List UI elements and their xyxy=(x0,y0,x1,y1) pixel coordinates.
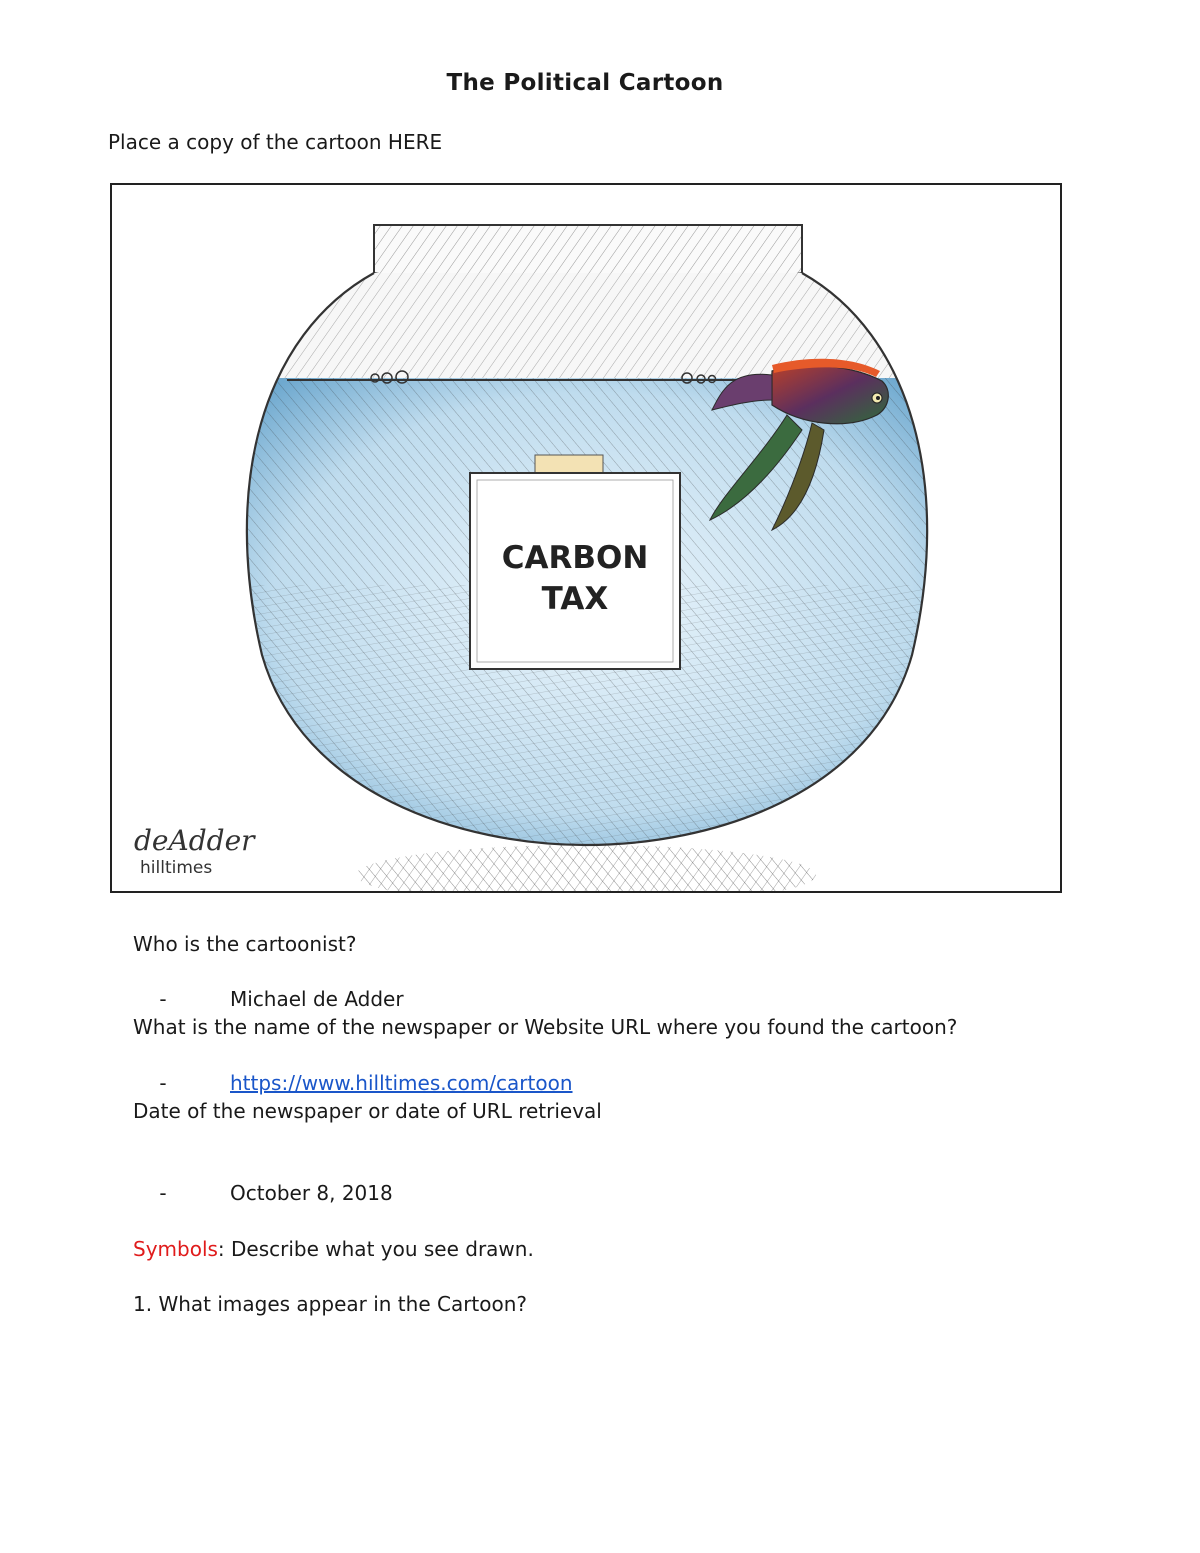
symbols-description: : Describe what you see drawn. xyxy=(217,1237,534,1261)
bullet-dash: - xyxy=(159,1181,167,1205)
sign-line-2: TAX xyxy=(541,581,609,617)
symbols-label: Symbols xyxy=(133,1237,218,1261)
page-title: The Political Cartoon xyxy=(446,70,724,96)
answer-date: October 8, 2018 xyxy=(230,1181,393,1205)
answer-cartoonist: Michael de Adder xyxy=(230,987,404,1011)
sign-line-1: CARBON xyxy=(501,540,649,576)
question-1: 1. What images appear in the Cartoon? xyxy=(133,1292,528,1316)
instruction-text: Place a copy of the cartoon HERE xyxy=(108,130,443,154)
question-date: Date of the newspaper or date of URL retrieval xyxy=(133,1099,602,1123)
bullet-dash: - xyxy=(159,987,167,1011)
source-url-link[interactable]: https://www.hilltimes.com/cartoon xyxy=(230,1071,573,1095)
symbols-prompt xyxy=(133,1237,534,1261)
signature-name: deAdder xyxy=(134,824,255,857)
question-source: What is the name of the newspaper or Website URL where you found the cartoon? xyxy=(133,1015,958,1039)
carbon-tax-sign xyxy=(470,455,680,669)
cartoon-image xyxy=(110,183,1062,893)
bullet-dash: - xyxy=(159,1071,167,1095)
cartoonist-signature xyxy=(134,824,256,878)
signature-publication: hilltimes xyxy=(140,858,213,878)
question-cartoonist: Who is the cartoonist? xyxy=(133,932,357,956)
